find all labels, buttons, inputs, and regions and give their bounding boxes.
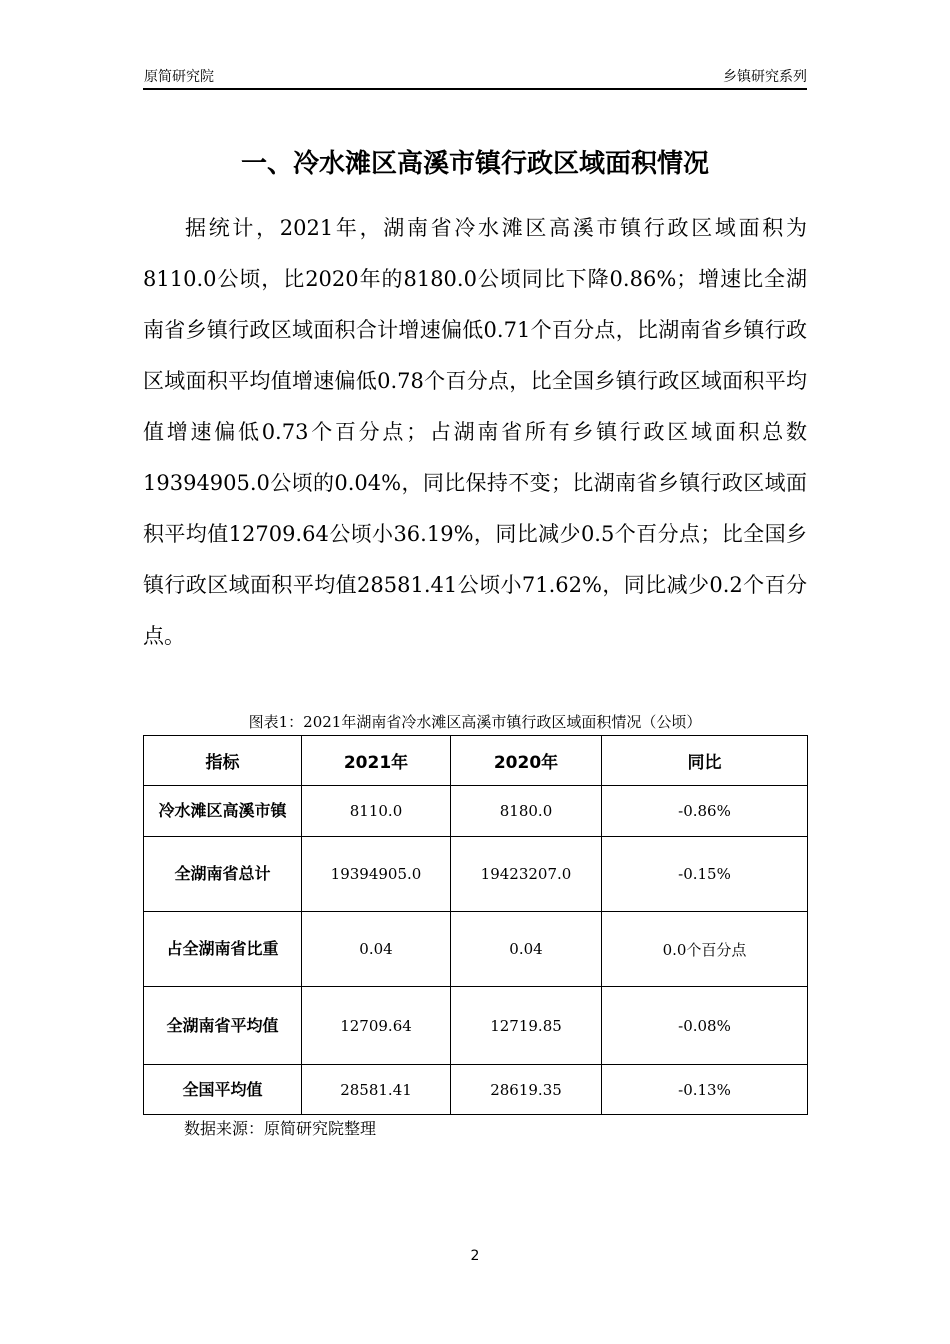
header-cell-2020: 2020年: [451, 736, 602, 786]
value-2020: 0.04: [451, 912, 602, 987]
page-number: 2: [470, 1248, 480, 1264]
table-row: [144, 987, 808, 1065]
table-row: [144, 1065, 808, 1115]
header-cell-2021: 2021年: [302, 736, 451, 786]
value-2021: 0.04: [302, 912, 451, 987]
table-row: [144, 837, 808, 912]
body-paragraph: 据统计，2021年，湖南省冷水滩区高溪市镇行政区域面积为8110.0公顷，比2020年的8180.0公顷同比下降0.86%；增速比全湖南省乡镇行政区域面积合计增速偏低0.71个百分点，比湖南省乡镇行政区域面积平均值增速偏低0.78个百分点，比全国乡镇行政区域面积平均值增速偏低0.73个百分点；占湖南省所有乡镇行政区域面积总数19394905.0公顷的0.04%，同比保持不变；比湖南省乡镇行政区域面积平均值12709.64公顷小36.19%，同比减少0.5个百分点；比全国乡镇行政区域面积平均值28581.41公顷小71.62%，同比减少0.2个百分点。: [143, 216, 807, 648]
section-title: 一、冷水滩区高溪市镇行政区域面积情况: [240, 149, 709, 179]
value-2020: 8180.0: [451, 786, 602, 837]
value-2021: 28581.41: [302, 1065, 451, 1115]
header-cell-indicator: 指标: [144, 736, 302, 786]
value-2020: 12719.85: [451, 987, 602, 1065]
header-cell-yoy: 同比: [602, 736, 808, 786]
value-2021: 19394905.0: [302, 837, 451, 912]
value-yoy: -0.08%: [602, 987, 808, 1065]
table-caption: 图表1：2021年湖南省冷水滩区高溪市镇行政区域面积情况（公顷）: [248, 713, 702, 731]
row-label: 全湖南省总计: [144, 837, 302, 912]
table-header-row: [144, 736, 808, 786]
value-yoy: 0.0个百分点: [602, 912, 808, 987]
value-2021: 12709.64: [302, 987, 451, 1065]
header-series: 乡镇研究系列: [723, 69, 807, 85]
value-yoy: -0.13%: [602, 1065, 808, 1115]
row-label: 冷水滩区高溪市镇: [144, 786, 302, 837]
row-label: 全国平均值: [144, 1065, 302, 1115]
row-label: 全湖南省平均值: [144, 987, 302, 1065]
value-2020: 19423207.0: [451, 837, 602, 912]
value-yoy: -0.15%: [602, 837, 808, 912]
value-2020: 28619.35: [451, 1065, 602, 1115]
value-yoy: -0.86%: [602, 786, 808, 837]
value-2021: 8110.0: [302, 786, 451, 837]
header-divider: [143, 88, 807, 90]
data-source-note: 数据来源：原简研究院整理: [184, 1119, 377, 1138]
header-organization: 原简研究院: [144, 69, 214, 85]
table-row: [144, 786, 808, 837]
area-table: [143, 735, 808, 1115]
table-row: [144, 912, 808, 987]
row-label: 占全湖南省比重: [144, 912, 302, 987]
